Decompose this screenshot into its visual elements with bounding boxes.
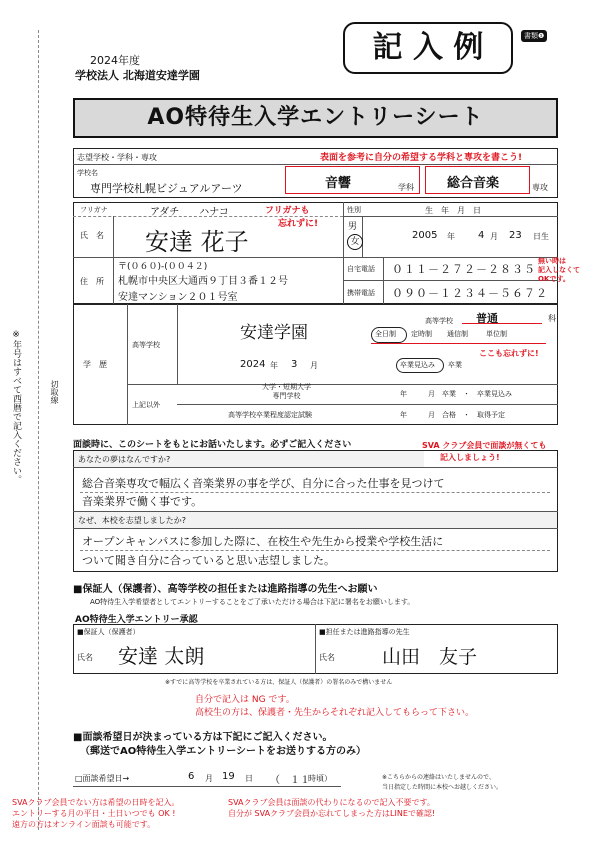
example-stamp: 記 入 例 — [343, 22, 513, 74]
sva-hint-1: SVA クラブ会員で面談が無くても — [422, 441, 547, 450]
birth-month-unit: 月 — [490, 232, 498, 241]
page-title: AO特待生入学エントリーシート — [73, 98, 558, 138]
name-value: 安達 花子 — [145, 228, 249, 256]
address-label: 住 所 — [80, 277, 104, 286]
address-line-2: 安達マンション２０１号室 — [118, 292, 238, 303]
answer-2-line-2: ついて聞き自分に合っていると思い志望しました。 — [82, 554, 335, 567]
guardian-note: ※すでに高等学校を卒業されている方は、保証人（保護者）の署名のみで構いません — [165, 679, 393, 686]
doc-badge: 書類❶ — [521, 30, 547, 42]
schedule-hour: （ １１ — [270, 775, 310, 786]
address-line-1: 札幌市中央区大通西９丁目３番１２号 — [118, 276, 288, 287]
birth-year: 2005 — [412, 230, 438, 241]
cut-line — [38, 30, 39, 830]
other-univ-date: 年 月 卒業 ・ 卒業見込み — [400, 390, 512, 398]
grad-year-unit: 年 — [270, 361, 278, 370]
opt-credit: 単位制 — [486, 330, 507, 338]
furigana-label: フリガナ — [80, 206, 108, 214]
sex-female-selected: 女 — [347, 234, 363, 250]
schedule-hint-left: SVAクラブ会員でない方は希望の日時を記入。 エントリーする月の平日・土日いつでも OK ! 遠方の方はオンライン面談も可能です。 — [12, 798, 180, 829]
school-value: 専門学校札幌ビジュアルアーツ — [90, 182, 243, 195]
hs-course-unit: 科 — [548, 314, 556, 323]
school-label: 学校名 — [77, 169, 98, 177]
hs-course: 普通 — [476, 312, 498, 325]
guardian-label: ■保証人（保護者） — [77, 628, 140, 636]
home-tel-label: 自宅電話 — [347, 265, 375, 273]
schedule-note-2: 当日指定した時間に本校へお越しください。 — [382, 784, 503, 791]
major-label: 専攻 — [532, 183, 548, 192]
grad-month-unit: 月 — [310, 361, 318, 370]
schedule-day-unit: 日 — [245, 774, 253, 783]
answer-2-line-1: オープンキャンパスに参加した際に、在校生や先生から授業や学校生活に — [82, 535, 444, 548]
mobile-label: 携帯電話 — [347, 289, 375, 297]
question-2: なぜ、本校を志望しましたか? — [78, 516, 187, 525]
hs-label: 高等学校 — [132, 341, 160, 349]
birth-month: 4 — [478, 230, 485, 241]
birth-year-unit: 年 — [447, 232, 455, 241]
schedule-heading-2: （郵送でAO特待生入学エントリーシートをお送りする方のみ） — [80, 746, 367, 757]
course-hint: 表面を参考に自分の希望する学科と専攻を書こう! — [320, 153, 523, 163]
opt-correspondence: 通信制 — [447, 330, 468, 338]
guardian-name-label: 氏名 — [77, 653, 93, 662]
teacher-name-label: 氏名 — [319, 653, 335, 662]
schedule-label: □面談希望日→ — [75, 774, 130, 783]
opt-part-time: 定時制 — [411, 330, 432, 338]
edu-hint: ここも忘れずに! — [479, 349, 539, 358]
birth-day: 23 — [509, 230, 522, 241]
major-value: 総合音楽 — [447, 176, 500, 191]
answer-1-line-2: 音楽業界で働く事です。 — [82, 495, 203, 508]
teacher-label: ■担任または進路指導の先生 — [319, 628, 410, 636]
mobile: ０９０－１２３４－５６７２ — [392, 287, 548, 300]
furigana-hint-1: フリガナも — [265, 206, 310, 216]
other-exam-date: 年 月 合格 ・ 取得予定 — [400, 411, 505, 419]
opt-full-time: 全日制 — [375, 330, 396, 338]
schedule-month-unit: 月 — [205, 774, 213, 783]
course-label: 志望学校・学科・専攻 — [77, 153, 157, 162]
schedule-month: 6 — [188, 771, 195, 782]
era-note: ※年号はすべて西暦で記入ください。 — [11, 330, 21, 484]
home-tel-hint: 無い時は 記入しなくて OKです。 — [538, 257, 580, 283]
sva-hint-2: 記入しましょう! — [440, 453, 500, 462]
schedule-day: 19 — [222, 771, 235, 782]
school-name: 学校法人 北海道安達学園 — [75, 69, 200, 82]
schedule-heading-1: ■面談希望日が決まっている方は下記にご記入ください。 — [73, 732, 333, 743]
approval-title: AO特待生入学エントリー承認 — [75, 615, 198, 625]
question-1: あなたの夢はなんですか? — [78, 455, 171, 464]
grad-month: 3 — [291, 359, 298, 370]
guardian-hint-2: 高校生の方は、保護者・先生からそれぞれ記入してもらって下さい。 — [195, 708, 475, 718]
home-tel: ０１１－２７２－２８３５ — [392, 263, 536, 276]
dept-value: 音響 — [325, 176, 352, 191]
sex-male: 男 — [348, 222, 358, 232]
dept-label: 学科 — [398, 183, 414, 192]
furigana-hint-2: 忘れずに! — [278, 219, 319, 229]
hs-type-label: 高等学校 — [425, 317, 453, 325]
birth-day-unit: 日生 — [533, 232, 549, 241]
guardian-hint-1: 自分で記入は NG です。 — [195, 695, 295, 705]
other-exam: 高等学校卒業程度認定試験 — [228, 411, 312, 419]
interview-intro: 面談時に、このシートをもとにお話いたします。必ずご記入ください — [73, 440, 352, 450]
birth-header: 生 年 月 日 — [425, 206, 481, 215]
guardian-desc: AO特待生入学希望者としてエントリーすることをご了承いただける場合は下記に署名をお願いします。 — [90, 598, 415, 606]
year: 2024年度 — [90, 54, 140, 67]
schedule-hint-right: SVAクラブ会員は面談の代わりになるので記入不要です。 自分が SVAクラブ会員か忘れてしまった方はLINEで確認! — [228, 798, 436, 818]
opt-expect: 卒業見込み — [400, 361, 435, 369]
schedule-hour-unit: 時頃） — [308, 774, 332, 783]
sex-label: 性別 — [347, 206, 361, 214]
other-label: 上記以外 — [132, 401, 160, 409]
guardian-name: 安達 太朗 — [118, 644, 205, 668]
name-label: 氏 名 — [80, 231, 104, 240]
grad-year: 2024 — [240, 359, 266, 370]
cut-line-label: 切取線 — [50, 380, 59, 404]
education-label: 学 歴 — [83, 360, 107, 369]
teacher-name: 山田 友子 — [382, 646, 478, 668]
answer-1-line-1: 総合音楽専攻で幅広く音楽業界の事を学び、自分に合った仕事を見つけて — [82, 477, 445, 490]
furigana-value: アダチ ハナコ — [150, 207, 229, 218]
postal-code: 〒(０６０)-(００４２) — [118, 262, 208, 272]
hs-value: 安達学園 — [240, 323, 308, 343]
schedule-note-1: ※こちらからの連絡はいたしませんので、 — [382, 774, 495, 781]
opt-graduated: 卒業 — [448, 361, 462, 369]
other-univ: 大学・短期大学 専門学校 — [262, 383, 311, 400]
guardian-heading: ■保証人（保護者）、高等学校の担任または進路指導の先生へお願い — [73, 584, 378, 595]
